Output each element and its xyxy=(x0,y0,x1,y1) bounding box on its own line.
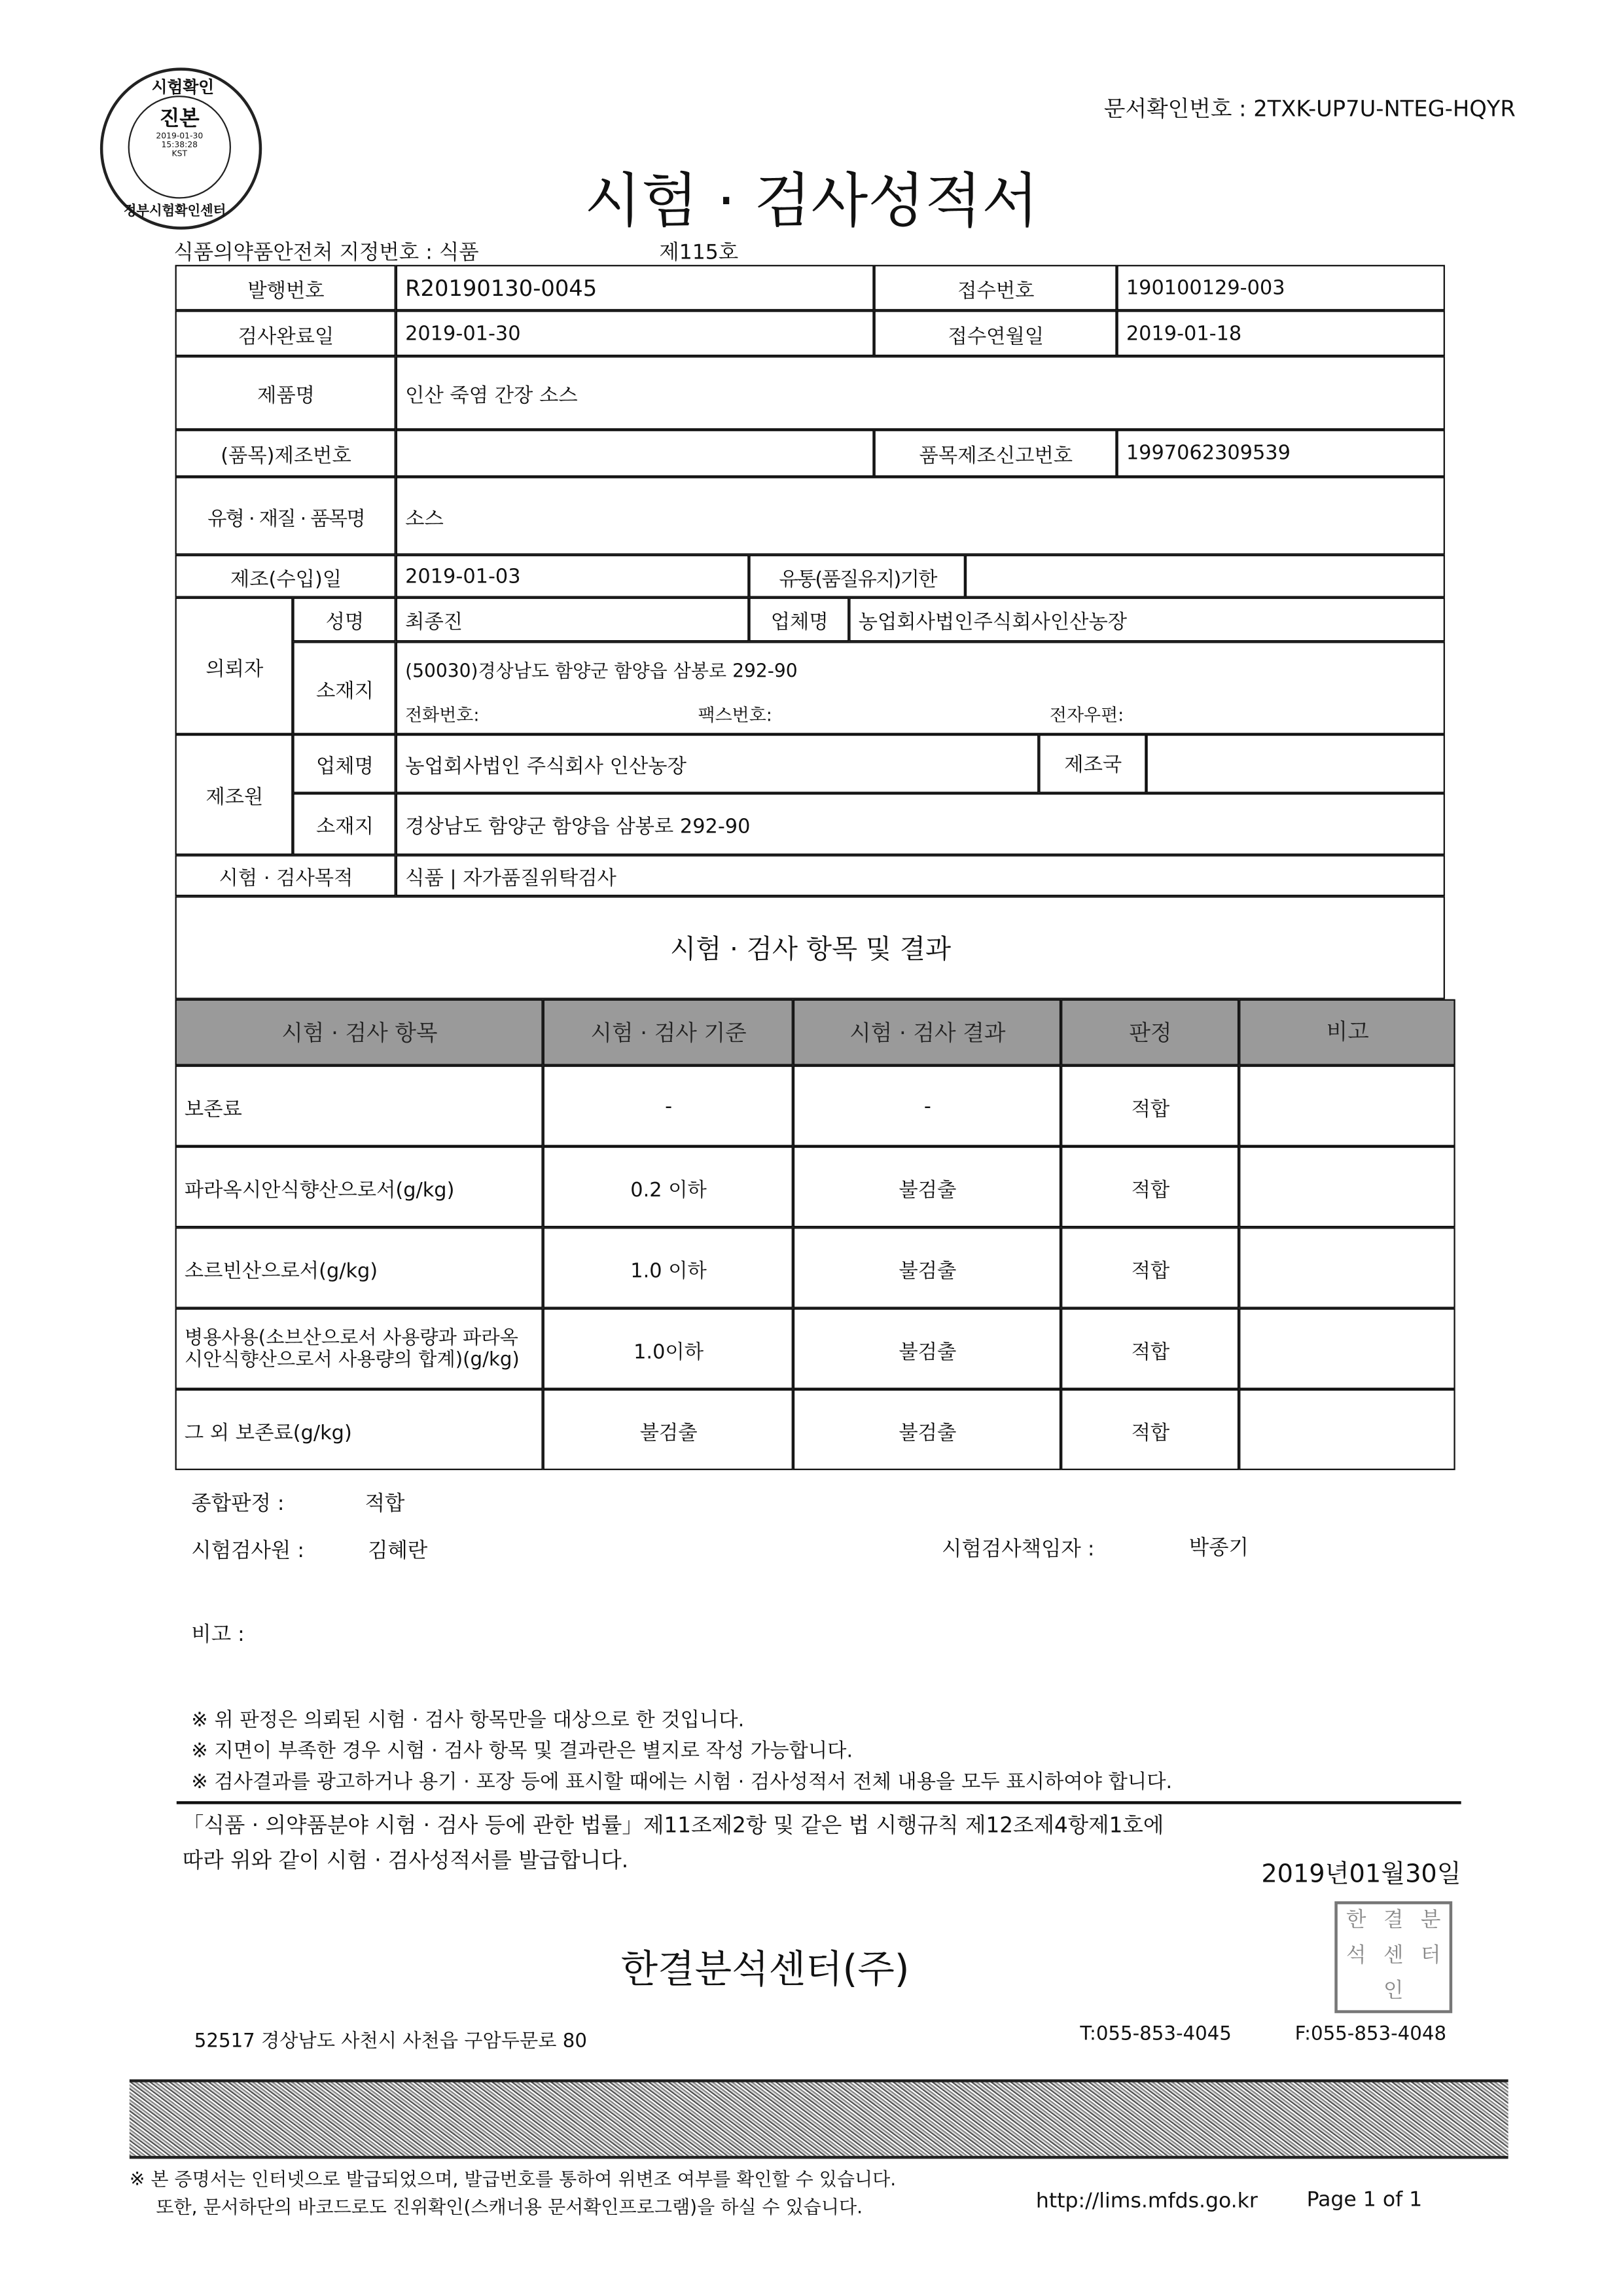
phone-label: 전화번호: xyxy=(405,705,480,726)
issue-date: 2019년01월30일 xyxy=(1261,1859,1461,1890)
client-name: 최종진 xyxy=(397,598,750,642)
client-address: (50030)경상남도 함양군 함양읍 삼봉로 292-90 xyxy=(405,660,798,682)
client-address-label: 소재지 xyxy=(293,642,396,735)
inspector: 김혜란 xyxy=(368,1539,428,1563)
divider xyxy=(177,1801,1461,1804)
result-cell-standard: 0.2 이하 xyxy=(543,1147,793,1228)
country xyxy=(1147,735,1445,794)
header-standard: 시험 · 검사 기준 xyxy=(543,999,793,1066)
result-cell-item: 소르빈산으로서(g/kg) xyxy=(175,1228,543,1309)
result-cell-verdict: 적합 xyxy=(1061,1390,1240,1471)
product-label: 제품명 xyxy=(175,357,396,430)
header-item: 시험 · 검사 항목 xyxy=(175,999,543,1066)
type-value: 소스 xyxy=(397,477,1446,555)
result-cell-note xyxy=(1240,1390,1456,1471)
result-cell-result: 불검출 xyxy=(794,1309,1061,1390)
expiry-label: 유통(품질유지)기한 xyxy=(749,555,966,598)
verification-stamp: 시험확인 진본 2019-01-30 15:38:28 KST 정부시험확인센터 xyxy=(100,67,262,229)
maker-company-label: 업체명 xyxy=(293,735,396,794)
result-cell-item: 병용사용(소브산으로서 사용량과 파라옥시안식향산으로서 사용량의 합계)(g/kg) xyxy=(175,1309,543,1390)
result-cell-standard: 불검출 xyxy=(543,1390,793,1471)
result-cell-note xyxy=(1240,1309,1456,1390)
legal-text: 「식품 · 의약품분야 시험 · 검사 등에 관한 법률」제11조제2항 및 같은 법 시행규칙 제12조제4항제1호에 xyxy=(182,1814,1164,1839)
fax-label: 팩스번호: xyxy=(698,705,772,726)
document-confirm-number: 문서확인번호 : 2TXK-UP7U-NTEG-HQYR xyxy=(1103,96,1516,122)
result-cell-standard: 1.0 이하 xyxy=(543,1228,793,1309)
maker-address: 경상남도 함양군 함양읍 삼봉로 292-90 xyxy=(397,794,1446,855)
company-address: 52517 경상남도 사천시 사천읍 구암두문로 80 xyxy=(194,2030,587,2053)
mfg-no xyxy=(397,430,875,477)
purpose-label: 시험 · 검사목적 xyxy=(175,855,396,897)
result-cell-result: - xyxy=(794,1066,1061,1147)
purpose: 식품 | 자가품질위탁검사 xyxy=(397,855,1446,897)
result-cell-verdict: 적합 xyxy=(1061,1309,1240,1390)
result-cell-standard: - xyxy=(543,1066,793,1147)
company-seal: 한 결 분 석 센 터 인 xyxy=(1334,1901,1452,2013)
type-label: 유형 · 재질 · 품목명 xyxy=(175,477,396,555)
manager: 박종기 xyxy=(1188,1536,1249,1560)
client-name-label: 성명 xyxy=(293,598,396,642)
client-company-label: 업체명 xyxy=(749,598,849,642)
overall-verdict: 적합 xyxy=(365,1492,405,1516)
receipt-no: 190100129-003 xyxy=(1117,266,1445,312)
complete-date: 2019-01-30 xyxy=(397,311,875,357)
results-section-title: 시험 · 검사 항목 및 결과 xyxy=(175,897,1445,999)
remarks-label: 비고 : xyxy=(191,1623,245,1647)
page-title: 시험 · 검사성적서 xyxy=(584,168,1039,236)
country-label: 제조국 xyxy=(1039,735,1147,794)
designation-number: 제115호 xyxy=(659,241,739,265)
overall-label: 종합판정 : xyxy=(191,1492,285,1516)
maker-company: 농업회사법인 주식회사 인산농장 xyxy=(397,735,1040,794)
report-no-label: 품목제조신고번호 xyxy=(874,430,1117,477)
complete-date-label: 검사완료일 xyxy=(175,311,396,357)
email-label: 전자우편: xyxy=(1049,705,1124,726)
result-cell-item: 보존료 xyxy=(175,1066,543,1147)
mfg-date: 2019-01-03 xyxy=(397,555,750,598)
legal-text: 따라 위와 같이 시험 · 검사성적서를 발급합니다. xyxy=(182,1850,629,1874)
footer-note: ※ 본 증명서는 인터넷으로 발급되었으며, 발급번호를 통하여 위변조 여부를 확인할 수 있습니다. xyxy=(129,2167,897,2190)
header-verdict: 판정 xyxy=(1061,999,1240,1066)
result-cell-item: 그 외 보존료(g/kg) xyxy=(175,1390,543,1471)
company-tel: T:055-853-4045 xyxy=(1080,2023,1232,2046)
footer-note: 또한, 문서하단의 바코드로도 진위확인(스캐너용 문서확인프로그램)을 하실 수 있습니다. xyxy=(156,2195,863,2218)
receipt-no-label: 접수번호 xyxy=(874,266,1117,312)
expiry xyxy=(966,555,1446,598)
note: ※ 위 판정은 의뢰된 시험 · 검사 항목만을 대상으로 한 것입니다. xyxy=(191,1708,745,1732)
client-company: 농업회사법인주식회사인산농장 xyxy=(849,598,1446,642)
receipt-date: 2019-01-18 xyxy=(1117,311,1445,357)
lims-url[interactable]: http://lims.mfds.go.kr xyxy=(1035,2189,1258,2214)
note: ※ 검사결과를 광고하거나 용기 · 포장 등에 표시할 때에는 시험 · 검사성적서 전체 내용을 모두 표시하여야 합니다. xyxy=(191,1770,1173,1794)
report-no: 1997062309539 xyxy=(1117,430,1445,477)
receipt-date-label: 접수연월일 xyxy=(874,311,1117,357)
maker-label: 제조원 xyxy=(175,735,293,855)
result-cell-result: 불검출 xyxy=(794,1228,1061,1309)
result-cell-note xyxy=(1240,1228,1456,1309)
issue-no: R20190130-0045 xyxy=(397,266,875,312)
company-fax: F:055-853-4048 xyxy=(1294,2023,1447,2046)
header-note: 비고 xyxy=(1240,999,1456,1066)
result-cell-result: 불검출 xyxy=(794,1147,1061,1228)
result-cell-verdict: 적합 xyxy=(1061,1066,1240,1147)
verification-barcode xyxy=(130,2079,1508,2159)
mfg-date-label: 제조(수입)일 xyxy=(175,555,396,598)
product-name: 인산 죽염 간장 소스 xyxy=(397,357,1446,430)
issue-no-label: 발행번호 xyxy=(175,266,396,312)
page-number: Page 1 of 1 xyxy=(1306,2188,1423,2212)
result-cell-result: 불검출 xyxy=(794,1390,1061,1471)
result-cell-verdict: 적합 xyxy=(1061,1228,1240,1309)
result-cell-note xyxy=(1240,1066,1456,1147)
header-result: 시험 · 검사 결과 xyxy=(794,999,1061,1066)
mfg-no-label: (품목)제조번호 xyxy=(175,430,396,477)
inspector-label: 시험검사원 : xyxy=(191,1539,304,1563)
designation-label: 식품의약품안전처 지정번호 : 식품 xyxy=(173,241,479,265)
result-cell-standard: 1.0이하 xyxy=(543,1309,793,1390)
manager-label: 시험검사책임자 : xyxy=(941,1537,1095,1562)
result-cell-note xyxy=(1240,1147,1456,1228)
note: ※ 지면이 부족한 경우 시험 · 검사 항목 및 결과란은 별지로 작성 가능합니다. xyxy=(191,1739,853,1763)
issuer-name: 한결분석센터(주) xyxy=(620,1948,910,1993)
result-cell-verdict: 적합 xyxy=(1061,1147,1240,1228)
maker-address-label: 소재지 xyxy=(293,794,396,855)
client-label: 의뢰자 xyxy=(175,598,293,735)
result-cell-item: 파라옥시안식향산으로서(g/kg) xyxy=(175,1147,543,1228)
client-address-cell xyxy=(397,642,1446,735)
